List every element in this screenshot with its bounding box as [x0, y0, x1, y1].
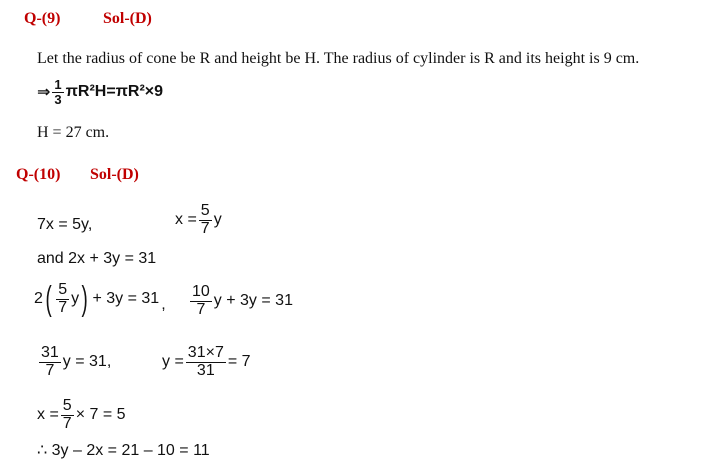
fraction-31-over-7 [39, 345, 61, 380]
question-10-label: Q-(10) [16, 166, 61, 183]
equation-rest: + 3y = 31 [92, 290, 160, 308]
equation-lhs: πR²H [65, 83, 107, 101]
equation-y-equals-7 [162, 345, 251, 380]
fraction-denominator: 7 [62, 414, 72, 432]
fraction-numerator: 5 [58, 281, 68, 298]
fraction-5-over-7 [56, 282, 69, 317]
fraction-10-over-7 [190, 284, 212, 319]
equation-rest: y + 3y = 31 [213, 292, 293, 310]
equation-substitution [34, 282, 166, 317]
question-9-equation [37, 78, 163, 106]
fraction-5-over-7 [61, 398, 74, 433]
equation-x-equals-5-7-y [175, 203, 222, 238]
fraction-5-over-7 [199, 203, 212, 238]
question-10-solution-label: Sol-(D) [90, 166, 139, 183]
equation-equals: = [106, 83, 116, 101]
implies-arrow: ⇒ [37, 84, 51, 102]
question-9-statement: Let the radius of cone be R and height be H. The radius of cylinder is R and its height is 9 cm. [37, 50, 640, 67]
comma: , [161, 296, 166, 314]
question-9-label: Q-(9) [24, 10, 61, 27]
coefficient-2: 2 [34, 290, 43, 308]
fraction-numerator: 31 [41, 344, 59, 361]
final-answer: ∴ 3y – 2x = 21 – 10 = 11 [37, 442, 210, 459]
x-equals: x = [175, 211, 197, 229]
equation-rest: = 7 [227, 353, 251, 371]
equation-7x-equals-5y: 7x = 5y, [37, 216, 93, 233]
fraction-denominator: 31 [196, 361, 215, 379]
equation-rest: × 7 = 5 [75, 406, 126, 424]
fraction-denominator: 7 [200, 219, 210, 237]
question-9-solution-label: Sol-(D) [103, 10, 152, 27]
equation-rhs: πR²×9 [115, 83, 164, 101]
fraction-numerator: 10 [192, 283, 210, 300]
equation-2x-plus-3y: and 2x + 3y = 31 [37, 250, 157, 267]
fraction-numerator: 5 [62, 397, 72, 414]
equation-31-7-y [37, 345, 111, 380]
equation-rest: y = 31, [62, 353, 112, 371]
question-9-result: H = 27 cm. [37, 124, 110, 141]
variable-y: y [213, 211, 222, 229]
one-third-fraction [52, 78, 63, 106]
fraction-numerator: 31×7 [187, 344, 224, 361]
y-equals: y = [162, 353, 184, 371]
fraction-numerator: 1 [54, 77, 62, 92]
equation-x-equals-5 [37, 398, 126, 433]
fraction-numerator: 5 [200, 202, 210, 219]
variable-y: y [71, 290, 80, 308]
fraction-denominator: 3 [54, 91, 62, 107]
x-equals: x = [37, 406, 59, 424]
fraction-denominator: 7 [45, 361, 55, 379]
left-parenthesis: ( [45, 280, 52, 319]
right-parenthesis: ) [81, 280, 88, 319]
fraction-31x7-over-31 [186, 345, 226, 380]
equation-10-7-y [188, 284, 293, 319]
fraction-denominator: 7 [58, 298, 68, 316]
fraction-denominator: 7 [196, 300, 206, 318]
